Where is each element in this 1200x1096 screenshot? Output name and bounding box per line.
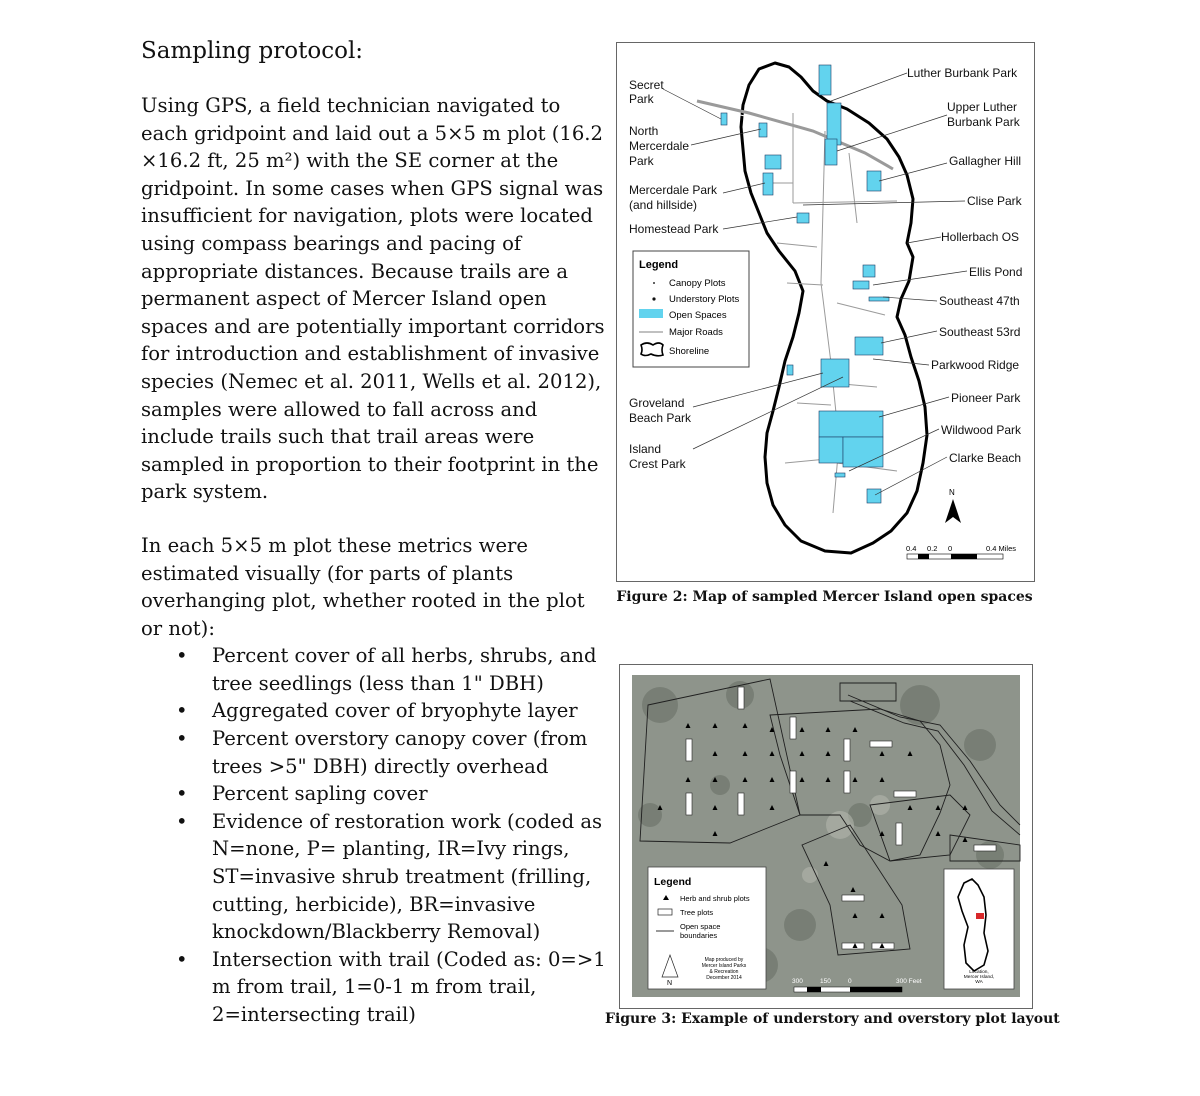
map-credit: Map produced by: [704, 957, 744, 963]
label-ellis-pond: Ellis Pond: [969, 265, 1023, 279]
label-north-mercerdale: North: [629, 124, 659, 138]
metric-text: Aggregated cover of bryophyte layer: [212, 699, 578, 723]
map-credit: Mercer Island Parks: [701, 963, 747, 969]
bullet: •: [176, 809, 188, 833]
figure-2-caption: Figure 2: Map of sampled Mercer Island open spaces: [616, 589, 1033, 605]
figure-3-map: [619, 664, 1033, 1009]
metric-item: [141, 725, 611, 780]
legend-title: Legend: [639, 259, 679, 271]
metric-item: [141, 780, 611, 808]
bullet: •: [176, 644, 188, 668]
inset-label: Mercer Island,: [963, 975, 995, 980]
north-arrow: [945, 488, 961, 523]
label-groveland-beach: Groveland: [629, 396, 685, 410]
understory-dot-icon: [652, 297, 655, 300]
north-label: N: [667, 980, 673, 987]
bullet: •: [176, 699, 188, 723]
metric-item: [141, 808, 611, 946]
legend-shoreline: Shoreline: [669, 346, 710, 357]
legend-understory: Understory Plots: [669, 294, 740, 305]
scale-tick: 0.2: [927, 544, 938, 553]
metric-text: Percent cover of all herbs, shrubs, and tree seedlings (less than 1" DBH): [212, 644, 597, 695]
label-gallagher-hill: Gallagher Hill: [949, 154, 1022, 168]
figure-3-caption: Figure 3: Example of understory and overstory plot layout: [605, 1011, 1060, 1027]
label-mercerdale-park: (and hillside): [629, 198, 698, 212]
shoreline-icon: [641, 343, 663, 356]
metrics-list: [141, 642, 611, 1028]
label-southeast-53rd: Southeast 53rd: [939, 325, 1021, 339]
bullet: •: [176, 947, 188, 971]
label-hollerbach-os: Hollerbach OS: [941, 230, 1020, 244]
label-island-crest: Island: [629, 442, 662, 456]
metric-item: [141, 642, 611, 697]
scale-tick: 300 Feet: [896, 978, 922, 985]
label-pioneer-park: Pioneer Park: [951, 391, 1021, 405]
scale-tick: 0: [948, 544, 953, 553]
figure-2-map: [616, 42, 1035, 582]
label-clarke-beach: Clarke Beach: [949, 451, 1022, 465]
label-north-mercerdale: Mercerdale: [629, 139, 690, 153]
canopy-dot-icon: [653, 282, 655, 284]
legend-boundary: boundaries: [680, 931, 718, 940]
label-island-crest: Crest Park: [629, 457, 686, 471]
label-luther-burbank: Luther Burbank Park: [907, 66, 1018, 80]
mercer-island-map: [617, 43, 1034, 581]
map-credit: December 2014: [706, 975, 742, 981]
metric-text: Intersection with trail (Coded as: 0=>1 m from trail, 1=0-1 m from trail, 2=intersecting trail): [212, 947, 606, 1026]
label-mercerdale-park: Mercerdale Park: [629, 183, 718, 197]
plot-layout-map: [620, 665, 1032, 1008]
label-north-mercerdale: Park: [629, 154, 654, 168]
label-upper-luther: Burbank Park: [947, 115, 1020, 129]
metric-text: Evidence of restoration work (coded as N=none, P= planting, IR=Ivy rings, ST=invasive shrub treatment (frilling, cutting, herbicide), BR=invasive knockdown/Blackberry Removal): [212, 809, 603, 944]
metric-text: Percent overstory canopy cover (from trees >5" DBH) directly overhead: [212, 727, 588, 778]
legend-boundary: Open space: [680, 922, 721, 931]
scale-tick: 0.4: [906, 544, 917, 553]
location-marker: [976, 913, 984, 919]
open-space-swatch-icon: [639, 309, 663, 318]
location-inset: [944, 869, 1014, 989]
label-southeast-47th: Southeast 47th: [939, 294, 1020, 308]
legend-tree: Tree plots: [680, 908, 714, 917]
metric-item: [141, 946, 611, 1029]
scale-tick: 150: [820, 978, 831, 985]
scale-tick: 0: [848, 978, 852, 985]
inset-label: Location,: [969, 970, 989, 975]
figure-2-legend: [633, 251, 749, 367]
label-clise-park: Clise Park: [967, 194, 1022, 208]
legend-major-roads: Major Roads: [669, 327, 723, 338]
figure-3-legend: [648, 867, 766, 989]
label-upper-luther: Upper Luther: [947, 100, 1018, 114]
label-secret-park: Park: [629, 92, 654, 106]
label-wildwood-park: Wildwood Park: [941, 423, 1022, 437]
metric-item: [141, 697, 611, 725]
label-homestead-park: Homestead Park: [629, 222, 719, 236]
label-parkwood-ridge: Parkwood Ridge: [931, 358, 1020, 372]
inset-label: WA: [975, 980, 983, 985]
legend-canopy: Canopy Plots: [669, 278, 726, 289]
section-heading: Sampling protocol:: [141, 38, 364, 64]
scale-tick: 300: [792, 978, 803, 985]
metric-text: Percent sapling cover: [212, 782, 428, 806]
protocol-paragraph: Using GPS, a field technician navigated to each gridpoint and laid out a 5×5 m plot (16.2 ×16.2 ft, 25 m²) with the SE corner at the gridpoint. In some cases when GPS signal was insufficient for navigation, plots were located using compass bearings and pacing of appropriate distances. Because trails are a permanent aspect of Mercer Island open spaces and are potentially important corridors for introduction and establishment of invasive species (Nemec et al. 2011, Wells et al. 2012), samples were allowed to fall across and include trails such that trail areas were sampled in proportion to their footprint in the park system.: [141, 94, 605, 504]
bullet: •: [176, 782, 188, 806]
legend-herb: Herb and shrub plots: [680, 894, 750, 903]
legend-open-spaces: Open Spaces: [669, 310, 727, 321]
label-groveland-beach: Beach Park: [629, 411, 692, 425]
tree-plot-icon: [658, 909, 672, 915]
scale-bar: [906, 544, 1016, 559]
north-label: N: [949, 488, 955, 497]
legend-title: Legend: [654, 876, 692, 888]
metrics-intro-paragraph: In each 5×5 m plot these metrics were estimated visually (for parts of plants overhanging plot, whether rooted in the plot or not):: [141, 533, 585, 640]
north-arrow-icon: [945, 499, 961, 523]
map-credit: & Recreation: [709, 969, 739, 975]
label-secret-park: Secret: [629, 78, 664, 92]
bullet: •: [176, 727, 188, 751]
scale-tick: 0.4 Miles: [986, 544, 1017, 553]
text-column: [141, 36, 611, 1029]
